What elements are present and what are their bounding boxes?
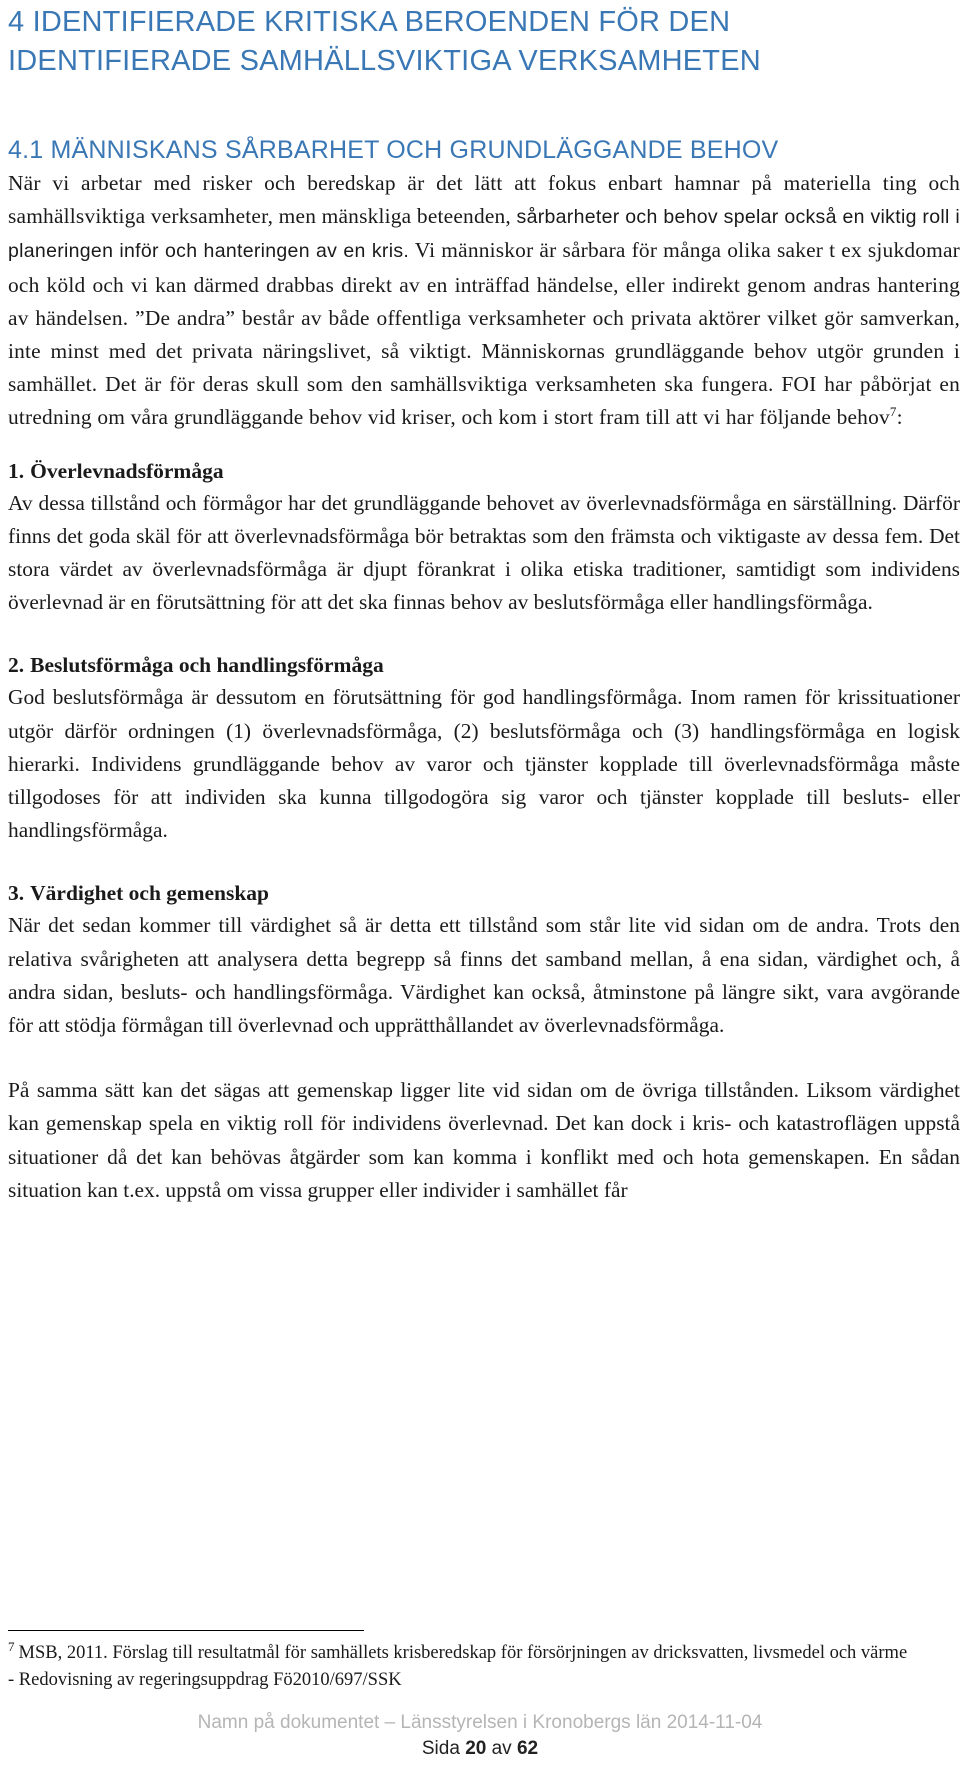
- page-indicator: [0, 1736, 960, 1762]
- page-total: 62: [516, 1738, 539, 1759]
- need-text-continued: På samma sätt kan det sägas att gemenskap ligger lite vid sidan om de övriga tillstånden. Liksom värdighet kan gemenskap spela en viktig roll för individens överlevnad. Det kan dock i kris- och katastroflägen uppstå situationer då det kan behövas åtgärder som kan komma i konflikt med och hota gemenskapen. En sådan situation kan t.ex. uppstå om vissa grupper eller individer i samhället får: [8, 1078, 960, 1202]
- page-prefix: Sida: [421, 1738, 460, 1759]
- intro-paragraph: [8, 167, 960, 435]
- need-dignity: [8, 877, 960, 1207]
- document-page: [8, 0, 960, 1207]
- need-text: När det sedan kommer till värdighet så är detta ett tillstånd som står lite vid sidan om de andra. Trots den relativa svårigheten att analysera detta begrepp så finns det samband mellan, å ena sidan, värdighet och, å andra sidan, besluts- och handlingsförmåga. Värdighet kan också, åtminstone på längre sikt, vara avgörande för att stödja förmågan till överlevnad och upprätthållandet av överlevnadsförmåga.: [8, 913, 960, 1038]
- footer-document-name: Namn på dokumentet – Länsstyrelsen i Kronobergs län 2014-11-04: [197, 1712, 763, 1733]
- section-title: 4.1 MÄNNISKANS SÅRBARHET OCH GRUNDLÄGGANDE BEHOV: [8, 136, 779, 164]
- footnote-divider: [8, 1630, 364, 1631]
- intro-text-sans: sårbarheter och behov spelar också en viktig roll i planeringen inför och hanteringen av en kris.: [8, 206, 960, 263]
- need-heading: [8, 455, 960, 487]
- need-number: 3.: [8, 881, 25, 906]
- page-of: av: [491, 1738, 512, 1759]
- need-number: 2.: [8, 653, 25, 678]
- need-title: Värdighet och gemenskap: [30, 881, 270, 906]
- chapter-title-line-2: IDENTIFIERADE SAMHÄLLSVIKTIGA VERKSAMHETEN: [8, 45, 761, 77]
- intro-text-1: När vi arbetar med risker och beredskap är det lätt att fokus enbart hamnar på materiella ting och samhällsviktiga verksamheter, men mänskliga beteenden,: [8, 171, 960, 229]
- need-text: God beslutsförmåga är dessutom en förutsättning för god handlingsförmåga. Inom ramen för krissituationer utgör därför ordningen (1) överlevnadsförmåga, (2) beslutsförmåga och (3) handlingsförmåga en logisk hierarki. Individens grundläggande behov av varor och tjänster kopplade till överlevnadsförmåga måste tillgodoses för att individen ska kunna tillgodogöra sig varor och tjänster kopplade till besluts- eller handlingsförmåga.: [8, 685, 960, 843]
- need-title: Överlevnadsförmåga: [30, 458, 224, 483]
- need-text: Av dessa tillstånd och förmågor har det grundläggande behovet av överlevnadsförmåga en särställning. Därför finns det goda skäl för att överlevnadsförmåga bör betraktas som den främsta och viktigaste av dessa fem. Det stora värdet av överlevnadsförmåga är djupt förankrat i olika etiska traditioner, samtidigt som individens överlevnad är en förutsättning för att det ska finnas behov av beslutsförmåga eller handlingsförmåga.: [8, 490, 960, 615]
- need-heading: [8, 649, 960, 681]
- page-footer: [0, 1710, 960, 1762]
- need-survival: [8, 455, 960, 620]
- intro-text-end: :: [896, 405, 903, 430]
- need-number: 1.: [8, 458, 25, 483]
- footnote: [8, 1640, 908, 1694]
- need-decision: [8, 649, 960, 847]
- need-heading: [8, 877, 960, 909]
- chapter-title: [8, 0, 960, 81]
- footnote-mark: 7: [8, 1638, 15, 1654]
- footnote-reference[interactable]: 7: [889, 404, 897, 420]
- footnote-text: MSB, 2011. Förslag till resultatmål för samhällets krisberedskap för försörjningen av dricksvatten, livsmedel och värme - Redovisning av regeringsuppdrag Fö2010/697/SSK: [8, 1643, 908, 1690]
- need-title: Beslutsförmåga och handlingsförmåga: [30, 653, 384, 678]
- intro-text-2: Vi människor är sårbara för många olika saker t ex sjukdomar och köld och vi kan därmed drabbas direkt av en inträffad händelse, eller indirekt genom andras hantering av händelsen. ”De andra” består av både offentliga verksamheter och privata aktörer vilket gör samverkan, inte minst med det privata näringslivet, så viktigt. Människornas grundläggande behov utgör grunden i samhället. Det är för deras skull som den samhällsviktiga verksamheten ska fungera. FOI har påbörjat en utredning om våra grundläggande behov vid kriser, och kom i stort fram till att vi har följande behov: [8, 238, 960, 430]
- page-number: 20: [465, 1738, 487, 1759]
- chapter-title-line-1: 4 IDENTIFIERADE KRITISKA BEROENDEN FÖR DEN: [8, 6, 731, 38]
